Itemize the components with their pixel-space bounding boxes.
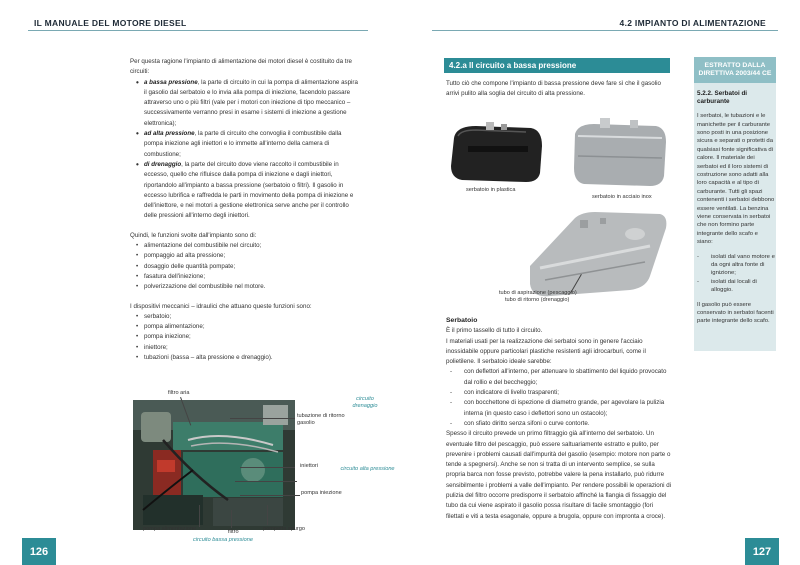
list-item: - isolati dai locali di alloggio.	[703, 278, 775, 295]
leader-line	[230, 418, 295, 419]
label-circuito-drenaggio: circuito drenaggio	[352, 396, 378, 409]
running-header-right: 4.2 IMPIANTO DI ALIMENTAZIONE	[619, 18, 766, 28]
list-item: • pompaggio ad alta pressione;	[138, 251, 362, 261]
sidebar-text	[697, 84, 775, 332]
serbatoio-list	[446, 367, 672, 429]
label-filtro-aria: filtro aria	[168, 390, 190, 396]
caption-suction-tube: tubo di aspirazione (pescaggio)	[499, 290, 577, 296]
list-item: • alimentazione del combustibile nel circuito;	[138, 241, 362, 251]
header-rule-left	[28, 30, 368, 31]
list-item: • di drenaggio, la parte del circuito dove viene raccolto il combustibile in eccesso, quello che rifluisce dalla pompa di iniezione e dagli iniettori, riportandolo all'impianto a bassa pressione (serbatoio o filtri). Il gasolio in eccesso lubrifica e raffredda le parti in movimento della pompa di iniezione e dell'iniettore, e nei motori a gestione elettronica serve anche per il controllo delle pressioni all'interno degli iniettori.	[138, 160, 362, 222]
sidebar-body: I serbatoi, le tubazioni e le manichette per il carburante sono posti in una posizione sicura e separati o protetti da qualsiasi fonte significativa di calore. Il materiale dei serbatoi ed il loro sistemi di costruzione sono adatti alla loro capacità e al tipo di carburante. Tutti gli spazi contenenti i serbatoi debbono essere ventilati. La benzina viene conservata in serbatoi che non formino parte integrante dello scafo e siano:	[697, 113, 775, 246]
list-item: • a bassa pressione, la parte di circuito in cui la pompa di alimentazione aspira il gasolio dal serbatoio e lo invia alla pompa di iniezione, facendolo passare attraverso uno o più filtri (vale per i motori con iniezione di tipo meccanico – successivamente verranno presi in esame i sistemi di iniezione a gestione elettronica);	[138, 78, 362, 129]
label-tubazione-ritorno: tubazione di ritorno gasolio	[297, 413, 345, 426]
sidebar-list	[697, 253, 775, 295]
functions-list	[130, 241, 362, 292]
leader-line	[235, 481, 297, 482]
circuits-list	[130, 78, 362, 222]
list-item: • serbatoio;	[138, 312, 362, 322]
label-pompa-alimentazione: pompa alimentazione	[143, 526, 197, 532]
list-item: • fasatura dell'iniezione;	[138, 272, 362, 282]
sidebar-title: 5.2.2. Serbatoi di carburante	[697, 90, 748, 106]
left-body-text	[130, 57, 362, 363]
leader-line	[267, 505, 268, 525]
sidebar-header-line1: ESTRATTO DALLA	[704, 62, 766, 69]
list-item: - con indicatore di livello trasparenti;	[456, 388, 672, 398]
circuits-intro: Per questa ragione l'impianto di alimentazione dei motori diesel è costituito da tre circuiti:	[130, 58, 352, 76]
leader-line	[240, 495, 300, 496]
label-filtro: filtro	[228, 529, 239, 535]
label-iniettori: iniettori	[300, 463, 319, 469]
sidebar-header	[694, 57, 776, 83]
leader-line	[199, 505, 200, 527]
list-item: - con bocchettone di ispezione di diametro grande, per agevolare la pulizia interna (in questo caso i deflettori sono un ostacolo);	[456, 398, 672, 419]
list-item: • polverizzazione del combustibile nel motore.	[138, 282, 362, 292]
devices-list	[130, 312, 362, 363]
list-item: • dosaggio delle quantità pompate;	[138, 262, 362, 272]
functions-intro: Quindi, le funzioni svolte dall'impianto sono di:	[130, 231, 257, 239]
caption-return-tube: tubo di ritorno (drenaggio)	[505, 297, 570, 303]
sidebar-closing: Il gasolio può essere conservato in serbatoi facenti parte integrante dello scafo.	[697, 301, 774, 325]
label-pompa-iniezione: pompa iniezione	[301, 490, 342, 496]
serbatoio-p1: È il primo tassello di tutto il circuito.	[446, 327, 543, 335]
caption-plastic-tank: serbatoio in plastica	[466, 187, 516, 193]
page-number-right: 127	[745, 538, 779, 565]
list-item: - con deflettori all'interno, per attenuare lo sbattimento del liquido provocato dal rollio e del beccheggio;	[456, 367, 672, 388]
list-item: - isolati dal vano motore e da ogni altra fonte di ignizione;	[703, 253, 775, 278]
devices-intro: I dispositivi meccanici – idraulici che attuano queste funzioni sono:	[130, 302, 312, 310]
leader-line	[231, 510, 232, 528]
plastic-tank-illustration	[446, 118, 546, 188]
section-title: 4.2.a Il circuito a bassa pressione	[444, 58, 670, 73]
label-pompetta-spurgo: pompetta spurgo	[263, 526, 305, 532]
serbatoio-heading: Serbatoio	[446, 317, 478, 324]
list-item: • iniettore;	[138, 343, 362, 353]
steel-tank-illustration	[570, 116, 670, 192]
section-intro: Tutto ciò che compone l'impianto di bassa pressione deve fare sì che il gasolio arrivi pulito alla soglia del circuito di alta pressione.	[446, 80, 661, 98]
caption-steel-tank: serbatoio in acciaio inox	[592, 194, 652, 200]
list-item: - con sfiato diritto senza sifoni o curve contorte.	[456, 419, 672, 429]
list-item: • ad alta pressione, la parte di circuito che convoglia il combustibile dalla pompa iniezione agli iniettori e lo immette all'interno della camera di combustione;	[138, 129, 362, 160]
list-item: • pompa iniezione;	[138, 332, 362, 342]
serbatoio-p3: Spesso il circuito prevede un primo filtraggio già all'interno del serbatoio. Un eventuale filtro del pescaggio, può essere saltuariamente estratto e pulito, per prevenire i problemi causati dall'impurità del gasolio (esempio: motore non parte o tende a spegnersi). Anche se non si tratta di un intervento semplice, se sulla propria barca non fosse previsto, potrebbe valere la pena installarlo, può ridurre sensibilmente i problemi a valle dell'impianto. Per rendere possibili le operazioni di pulizia del filtro occorre predisporre il serbatoio affinché la flangia di fissaggio del tubo da cui viene aspirato il gasolio possa risultare di facile smontaggio (fori filettati e viti a testa esagonale, oppure a brugola, oppure con impronta a croce).	[446, 430, 672, 520]
engine-photo	[133, 400, 295, 530]
list-item: • tubazioni (bassa – alta pressione e drenaggio).	[138, 353, 362, 363]
header-rule-right	[432, 30, 778, 31]
sidebar-header-line2: DIRETTIVA 2003/44 CE	[698, 70, 772, 77]
serbatoio-section	[446, 316, 672, 522]
label-circuito-alta: circuito alta pressione	[340, 466, 395, 472]
page-number-left: 126	[22, 538, 56, 565]
leader-line	[240, 467, 295, 468]
list-item: • pompa alimentazione;	[138, 322, 362, 332]
running-header-left: IL MANUALE DEL MOTORE DIESEL	[34, 18, 187, 28]
serbatoio-p2: I materiali usati per la realizzazione dei serbatoi sono in genere l'acciaio inossidabile oppure particolari plastiche resistenti agli idrocarburi, come il polietilene. Il serbatoio ideale sarebbe:	[446, 337, 646, 366]
label-circuito-bassa: circuito bassa pressione	[193, 537, 254, 543]
